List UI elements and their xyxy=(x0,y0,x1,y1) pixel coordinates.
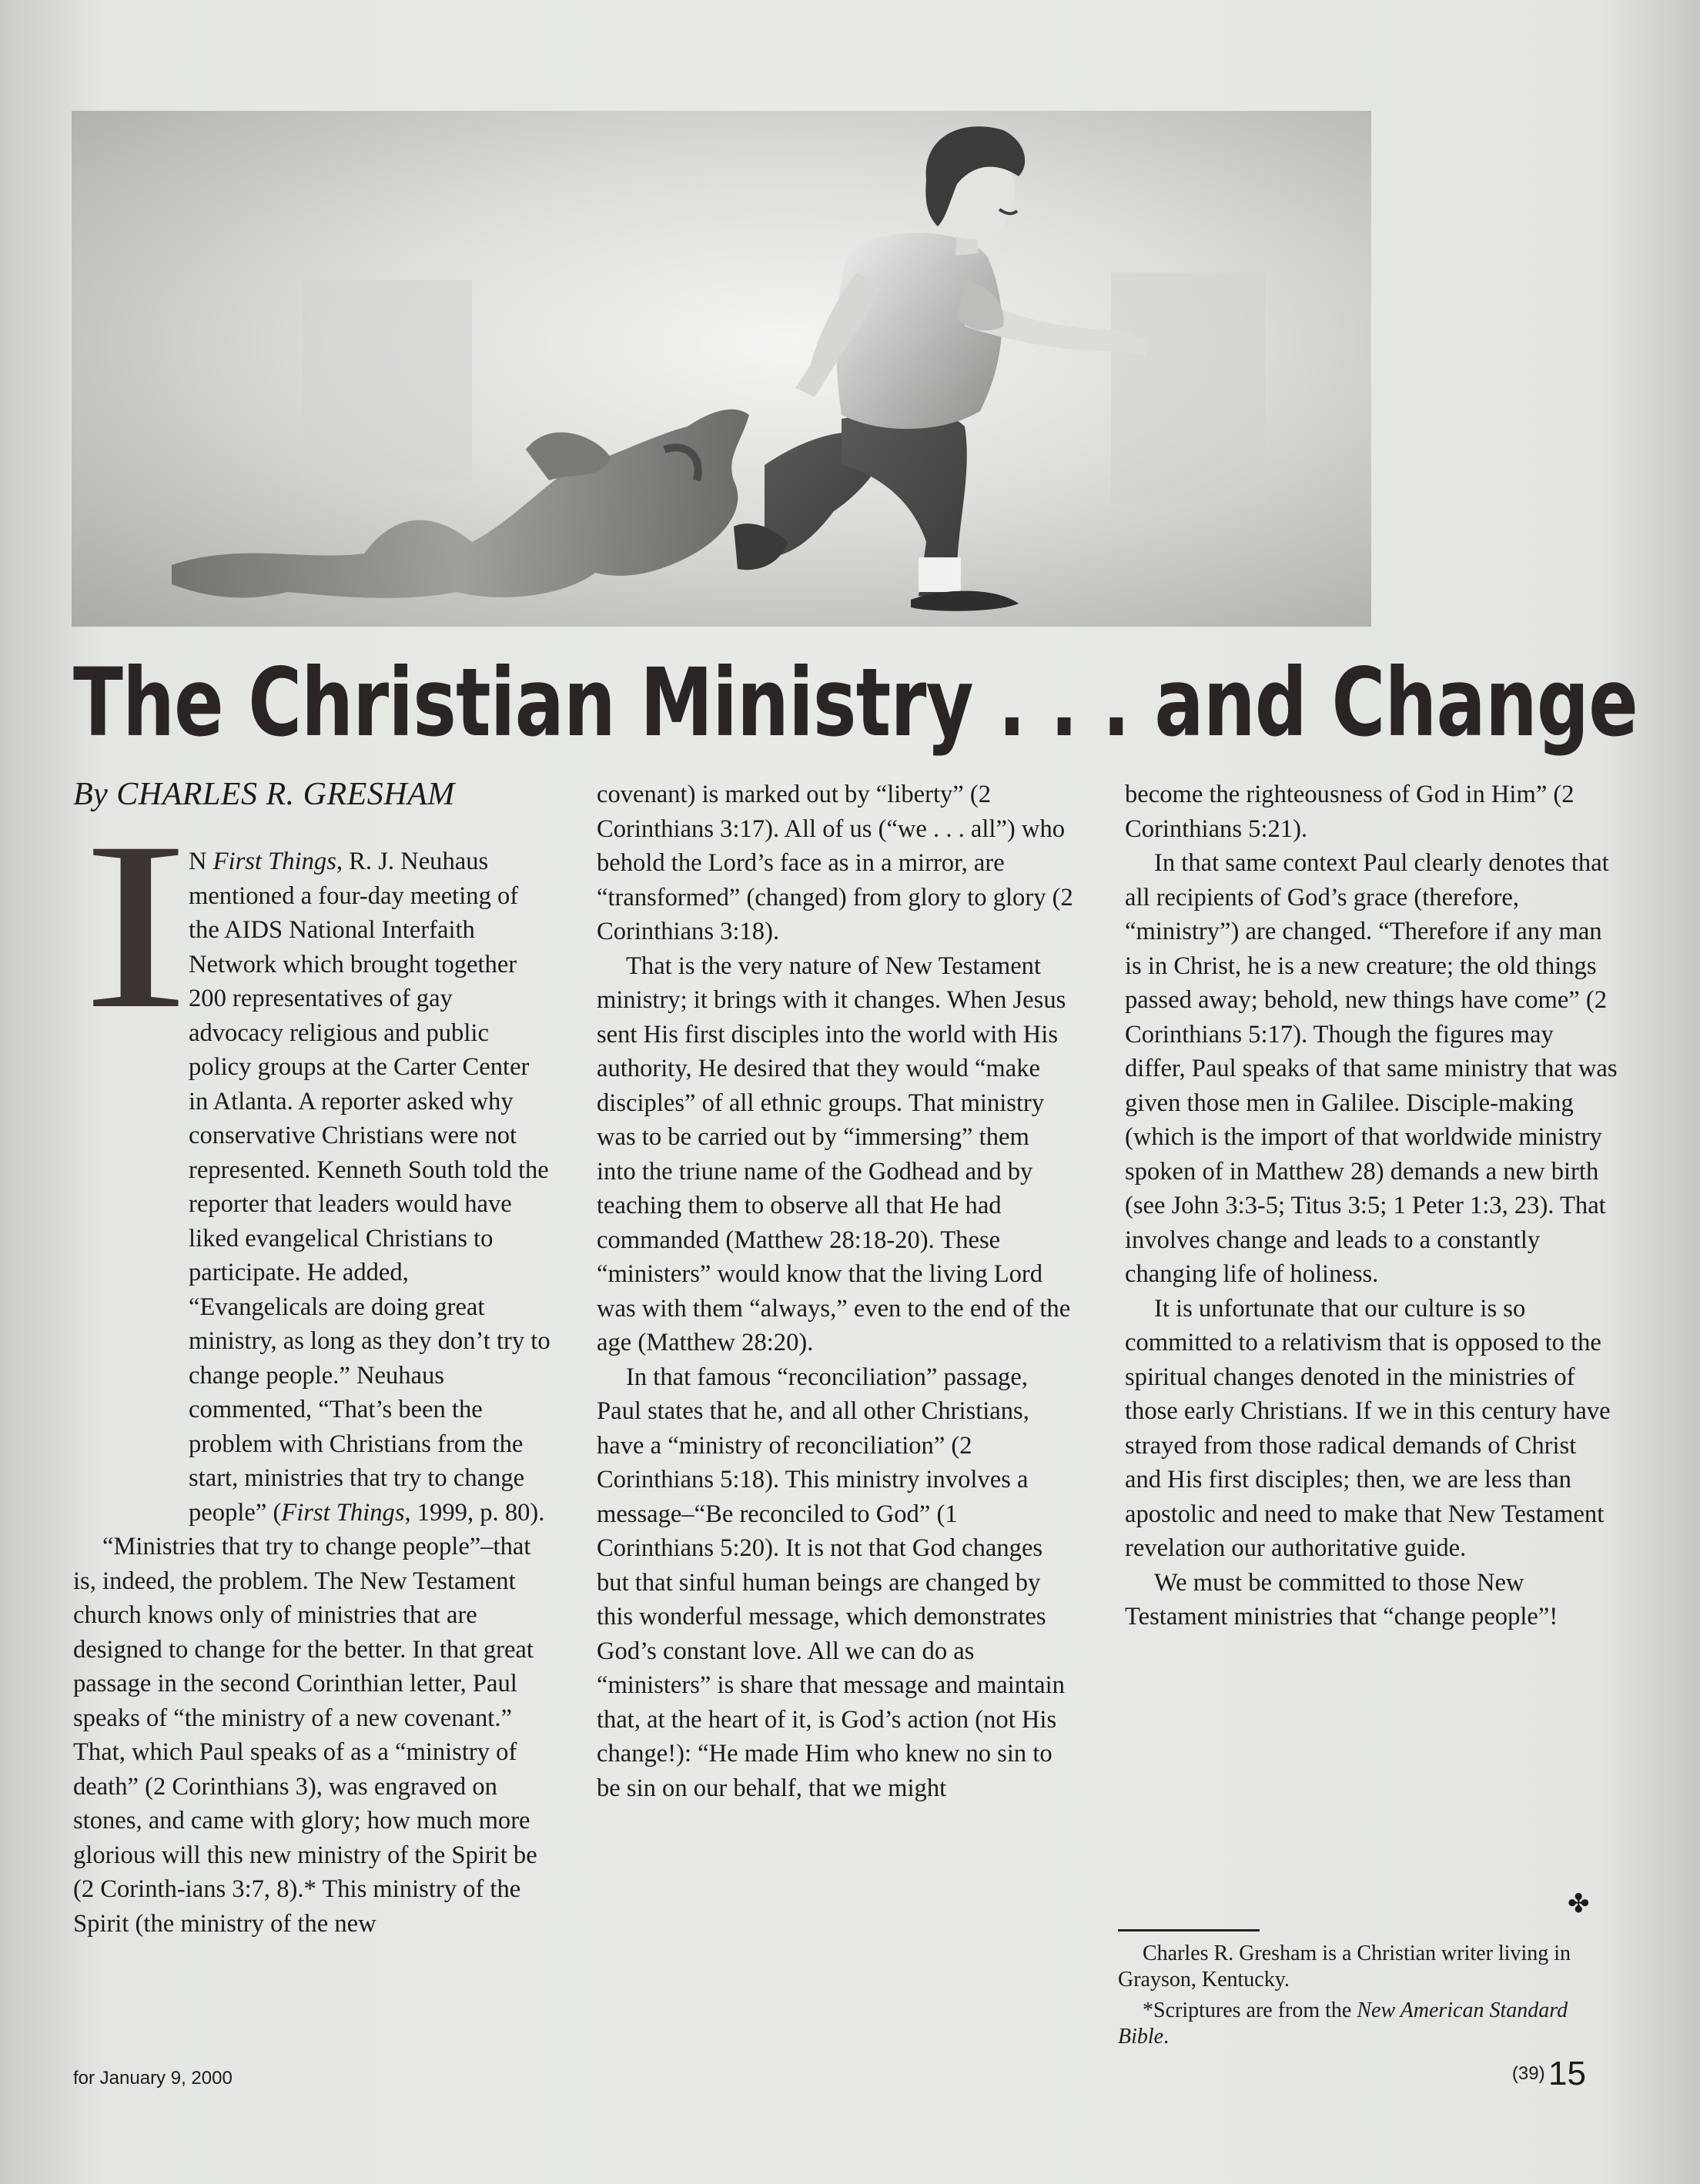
paragraph: We must be committed to those New Testament ministries that “change people”! xyxy=(1125,1568,1558,1630)
end-mark-icon: ✤ xyxy=(1568,1890,1590,1918)
paragraph: “Ministries that try to change people”–that is, indeed, the problem. The New Testament church knows only of ministries that are designed to change for the better. In that great passage in the second Corinthian letter, Paul speaks of “the ministry of a new covenant.” That, which Paul speaks of as a “ministry of death” (2 Corinthians 3), was engraved on stones, and came with glory; how much more glorious will this new ministry of the Spirit be (2 Corinth-ians 3:7, 8).* This ministry of the Spirit (the ministry of the new xyxy=(73,1533,537,1938)
issue-page: (39) xyxy=(1511,2063,1545,2084)
issue-date: for January 9, 2000 xyxy=(73,2068,233,2089)
paragraph: In that same context Paul clearly denotes that all recipients of God’s grace (therefore, “ministry”) are changed. “Therefore if any man is in Christ, he is a new creature; the old things passed away; behold, new things have come” (2 Corinthians 5:17). Though the figures may differ, Paul speaks of that same ministry that was given those men in Galilee. Disciple-making (which is the import of that worldwide ministry spoken of in Matthew 28) demands a new birth (see John 3:3-5; Titus 3:5; 1 Peter 1:3, 23). That involves change and leads to a constantly changing life of holiness. xyxy=(1125,849,1618,1288)
column-2 xyxy=(597,778,1074,1805)
article-title: The Christian Ministry . . . and Change xyxy=(73,648,1638,758)
divider xyxy=(1118,1929,1260,1931)
paragraph-lead: N First Things, R. J. Neuhaus mentioned a four-day meeting of the AIDS National Interfaith Network which brought together 200 representatives of gay advocacy religious and public policy groups at the Carter Center in Atlanta. A reporter asked why conservative Christians were not represented. Kenneth South told the reporter that leaders would have liked evangelical Christians to participate. He added, “Evangelicals are doing great ministry, as long as they don’t try to change people.” Neuhaus commented, “That’s been the problem with Christians from the start, ministries that try to change people” (First Things, 1999, p. 80). xyxy=(189,848,550,1527)
byline: By CHARLES R. GRESHAM xyxy=(73,777,455,812)
author-bio xyxy=(1118,1941,1611,2055)
author-note: Charles R. Gresham is a Christian writer living in Grayson, Kentucky. xyxy=(1118,1942,1571,1992)
paragraph: That is the very nature of New Testament ministry; it brings with it changes. When Jesus sent His first disciples into the world with His authority, He desired that they would “make disciples” of all ethnic groups. That ministry was to be carried out by “immersing” them into the triune name of the Godhead and by teaching them to observe all that He had commanded (Matthew 28:18-20). These “ministers” would know that the living Lord was with them “always,” even to the end of the age (Matthew 28:20). xyxy=(597,952,1071,1356)
drop-cap: I xyxy=(82,793,190,1059)
paragraph: covenant) is marked out by “liberty” (2 Corinthians 3:17). All of us (“we . . . all”) who behold the Lord’s face as in a mirror, are “transformed” (changed) from glory to glory (2 Corinthians 3:18). xyxy=(597,781,1073,945)
page-number-block xyxy=(1512,2055,1586,2093)
page-number: 15 xyxy=(1548,2055,1586,2092)
paragraph: become the righteousness of God in Him” (2 Corinthians 5:21). xyxy=(1125,781,1575,843)
column-3 xyxy=(1125,778,1618,1634)
paragraph: It is unfortunate that our culture is so committed to a relativism that is opposed to the spiritual changes denoted in the ministries of those early Christians. If we in this century have strayed from those radical demands of Christ and His first disciples; then, we are less than apostolic and need to make that New Testament revelation our authoritative guide. xyxy=(1125,1294,1611,1562)
paragraph: In that famous “reconciliation” passage, Paul states that he, and all other Christians, have a “ministry of reconciliation” (2 Corinthians 5:18). This ministry involves a message–“Be reconciled to God” (1 Corinthians 5:20). It is not that God changes but that sinful human beings are changed by this wonderful message, which demonstrates God’s constant love. All we can do as “ministers” is share that message and maintain that, at the heart of it, is God’s action (not His change!): “He made Him who knew no sin to be sin on our behalf, that we might xyxy=(597,1363,1065,1802)
scripture-note: *Scriptures are from the New American Standard Bible. xyxy=(1118,1998,1568,2049)
woman-walking-illustration xyxy=(72,111,1371,627)
